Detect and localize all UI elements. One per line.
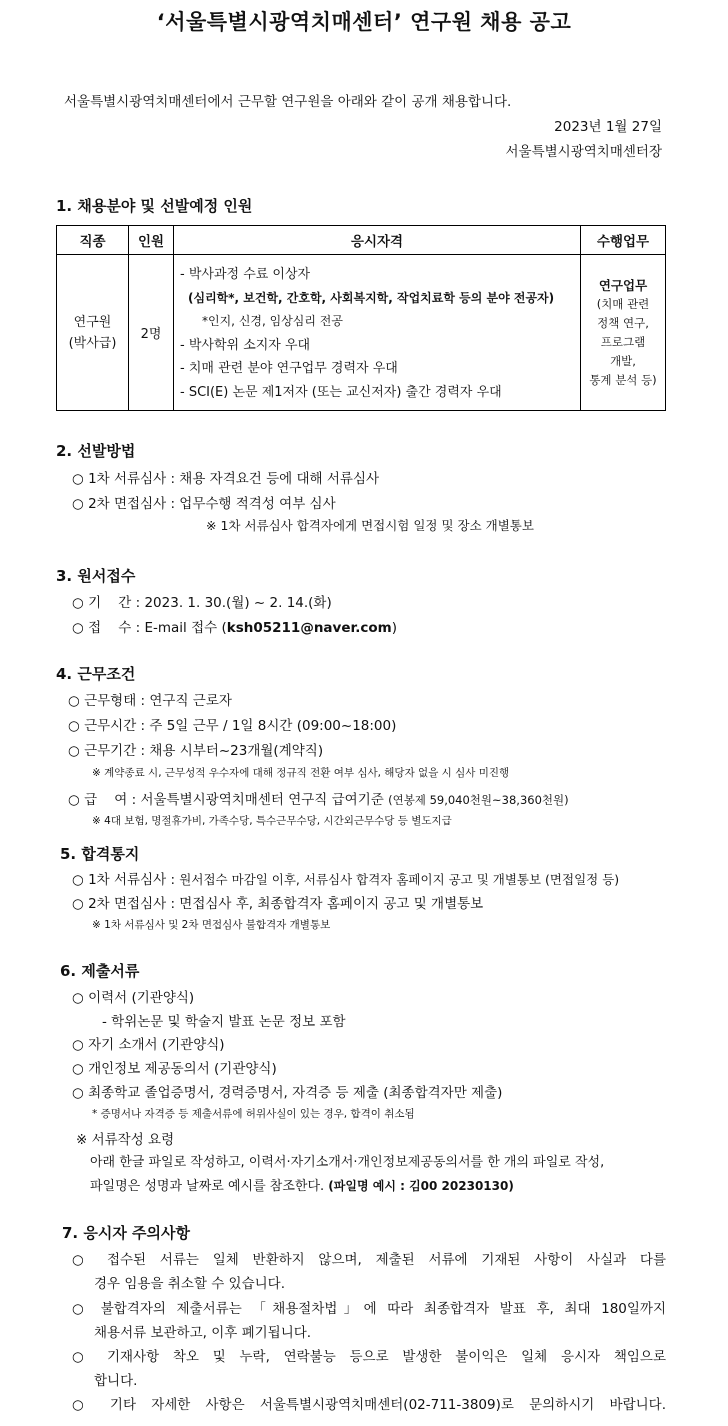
guide-line: 아래 한글 파일로 작성하고, 이력서·자기소개서·개인정보제공동의서를 한 개의 파일로 작성,	[90, 1155, 605, 1170]
document-note: * 증명서나 자격증 등 제출서류에 허위사실이 있는 경우, 합격이 취소됨	[92, 1108, 415, 1120]
period-label: ○ 기 간 :	[72, 595, 141, 611]
receipt-label: ○ 접 수 :	[72, 620, 141, 636]
notice-note: ※ 1차 서류심사 및 2차 면접심사 불합격자 개별통보	[92, 919, 331, 931]
guide-example: (파일명 예시 : 김00 20230130)	[328, 1179, 514, 1193]
qualification-item: - 박사학위 소지자 우대	[180, 337, 311, 353]
selection-item: ○ 2차 면접심사 : 업무수행 적격성 여부 심사	[72, 496, 336, 512]
duty-line: 프로그램	[600, 334, 646, 349]
recruitment-table	[56, 225, 666, 411]
condition-item: ○ 근무기간 : 채용 시부터~23개월(계약직)	[68, 743, 324, 759]
section2-heading: 2. 선발방법	[56, 442, 136, 460]
table-header-row	[57, 226, 666, 255]
job-level: (박사급)	[68, 335, 117, 351]
table-row	[57, 255, 666, 411]
document-item: ○ 최종학교 졸업증명서, 경력증명서, 자격증 등 제출 (최종합격자만 제출)	[72, 1085, 503, 1101]
section5-heading: 5. 합격통지	[60, 845, 140, 863]
duty-line: 개발,	[610, 353, 636, 368]
notice-label: ○ 1차 서류심사 :	[72, 872, 175, 888]
section7-heading: 7. 응시자 주의사항	[62, 1224, 191, 1242]
condition-item: ○ 근무형태 : 연구직 근로자	[68, 693, 232, 709]
document-item: ○ 개인정보 제공동의서 (기관양식)	[72, 1061, 277, 1077]
selection-item: ○ 1차 서류심사 : 채용 자격요건 등에 대해 서류심사	[72, 471, 380, 487]
duty-line: 통계 분석 등)	[589, 372, 657, 387]
selection-note: ※ 1차 서류심사 합격자에게 면접시험 일정 및 장소 개별통보	[206, 518, 534, 533]
header-duty: 수행업무	[581, 226, 666, 255]
caution-item-line2: 합니다.	[94, 1373, 138, 1389]
header-job: 직종	[57, 226, 129, 255]
qualification-item: - 치매 관련 분야 연구업무 경력자 우대	[180, 361, 398, 376]
period-value: 2023. 1. 30.(월) ~ 2. 14.(화)	[144, 595, 332, 611]
job-cell	[57, 255, 129, 411]
duty-cell	[581, 255, 666, 411]
qualification-note: *인지, 신경, 임상심리 전공	[202, 314, 343, 328]
signer: 서울특별시광역치매센터장	[505, 144, 662, 160]
condition-note: ※ 계약종료 시, 근무성적 우수자에 대해 정규직 전환 여부 심사, 해당자 없을 시 심사 미진행	[92, 767, 510, 779]
section1-heading: 1. 채용분야 및 선발예정 인원	[56, 197, 253, 215]
header-count: 인원	[129, 226, 174, 255]
caution-item-line1: ○ 기재사항 착오 및 누락, 연락불능 등으로 발생한 불이익은 일체 응시자 책임으로	[72, 1349, 666, 1365]
receipt-close: )	[391, 620, 397, 636]
pay-detail: (연봉제 59,040천원~38,360천원)	[388, 793, 569, 807]
pay-value: 서울특별시광역치매센터 연구직 급여기준	[140, 792, 384, 808]
count-cell: 2명	[129, 255, 174, 411]
email-address: ksh05211@naver.com	[226, 620, 392, 636]
caution-item-line1: ○ 불합격자의 제출서류는 「채용절차법」에 따라 최종합격자 발표 후, 최대 180일까지	[72, 1301, 666, 1317]
caution-item-line2: 채용서류 보관하고, 이후 폐기됩니다.	[94, 1325, 312, 1341]
guide-line	[90, 1175, 514, 1194]
section4-heading: 4. 근무조건	[56, 665, 136, 683]
duty-title: 연구업무	[598, 277, 648, 293]
qualification-item: - 박사과정 수료 이상자	[180, 267, 311, 282]
pay-label: ○ 급 여 :	[68, 792, 137, 808]
notice-item	[72, 868, 619, 888]
pay-item	[68, 788, 569, 808]
qualification-cell	[174, 255, 581, 411]
document-item: ○ 자기 소개서 (기관양식)	[72, 1037, 225, 1053]
guide-title: ※ 서류작성 요령	[76, 1132, 175, 1148]
announcement-date: 2023년 1월 27일	[554, 119, 662, 135]
document-subitem: - 학위논문 및 학술지 발표 논문 정보 포함	[102, 1014, 346, 1030]
job-title: 연구원	[73, 314, 112, 330]
section3-heading: 3. 원서접수	[56, 567, 136, 585]
caution-item-line1: ○ 접수된 서류는 일체 반환하지 않으며, 제출된 서류에 기재된 사항이 사실과 다를	[72, 1252, 666, 1268]
caution-item-line1: ○ 기타 자세한 사항은 서울특별시광역치매센터(02-711-3809)로 문의하시기 바랍니다.	[72, 1397, 666, 1413]
page-title: ‘서울특별시광역치매센터’ 연구원 채용 공고	[156, 10, 572, 34]
notice-item: ○ 2차 면접심사 : 면접심사 후, 최종합격자 홈페이지 공고 및 개별통보	[72, 896, 484, 912]
qualification-majors: (심리학*, 보건학, 간호학, 사회복지학, 작업치료학 등의 분야 전공자)	[188, 290, 555, 305]
application-period	[72, 591, 332, 611]
guide-text: 파일명은 성명과 날짜로 예시를 참조한다.	[90, 1179, 325, 1194]
caution-item-line2: 경우 임용을 취소할 수 있습니다.	[94, 1276, 285, 1292]
duty-line: 정책 연구,	[597, 315, 649, 330]
section6-heading: 6. 제출서류	[60, 962, 140, 980]
condition-item: ○ 근무시간 : 주 5일 근무 / 1일 8시간 (09:00~18:00)	[68, 718, 397, 734]
document-item: ○ 이력서 (기관양식)	[72, 990, 195, 1006]
application-method	[72, 616, 397, 636]
receipt-value: E-mail 접수 (	[144, 620, 227, 636]
intro-text: 서울특별시광역치매센터에서 근무할 연구원을 아래와 같이 공개 채용합니다.	[64, 94, 512, 110]
header-qualification: 응시자격	[174, 226, 581, 255]
benefit-note: ※ 4대 보험, 명절휴가비, 가족수당, 특수근무수당, 시간외근무수당 등 별도지급	[92, 815, 452, 827]
notice-value: 원서접수 마감일 이후, 서류심사 합격자 홈페이지 공고 및 개별통보 (면접일정 등)	[179, 872, 620, 887]
duty-line: (치매 관련	[596, 296, 650, 311]
qualification-item: - SCI(E) 논문 제1저자 (또는 교신저자) 출간 경력자 우대	[180, 384, 502, 400]
